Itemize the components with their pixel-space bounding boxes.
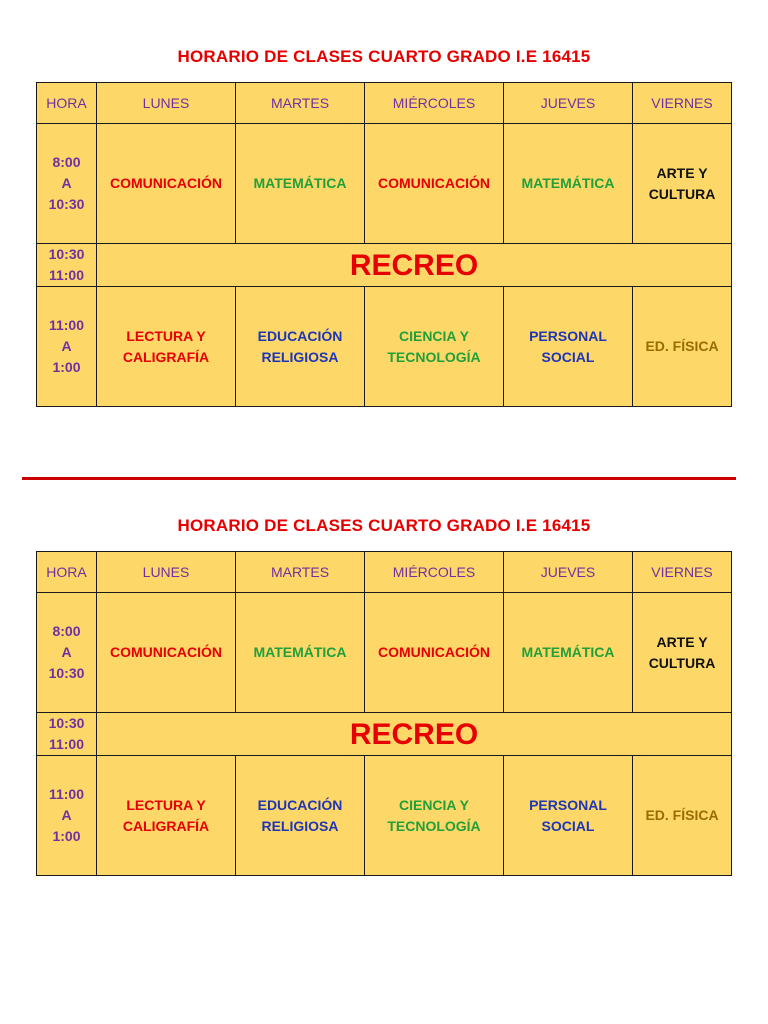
subject-jueves-matematica [504, 124, 633, 244]
subject-text: ED. FÍSICA [645, 807, 719, 823]
subject-lunes-comunicacion [97, 593, 236, 713]
header-miercoles: MIÉRCOLES [365, 552, 504, 593]
header-miercoles: MIÉRCOLES [365, 83, 504, 124]
subject-viernes-ed-fisica [633, 756, 732, 876]
subject-miercoles-comunicacion [365, 593, 504, 713]
divider-line [22, 477, 736, 480]
schedule-table [36, 551, 732, 876]
break-end: 11:00 [48, 736, 85, 752]
time-cell [37, 287, 97, 407]
time-end: 10:30 [48, 196, 85, 212]
subject-text: COMUNICACIÓN [110, 175, 222, 191]
header-lunes: LUNES [97, 83, 236, 124]
break-time-cell [37, 244, 97, 287]
subject-text: ARTE Y [656, 633, 708, 650]
subject-text: COMUNICACIÓN [378, 175, 490, 191]
subject-jueves-personal-social [504, 756, 633, 876]
subject-viernes-arte [633, 124, 732, 244]
schedule-table [36, 82, 732, 407]
time-cell [37, 756, 97, 876]
time-start: 8:00 [52, 154, 81, 170]
subject-martes-matematica [236, 593, 365, 713]
subject-martes-religiosa [236, 287, 365, 407]
time-end: 10:30 [48, 665, 85, 681]
subject-text: ARTE Y [656, 164, 708, 181]
time-start: 11:00 [48, 317, 85, 333]
subject-miercoles-ciencia [365, 287, 504, 407]
recreo-label: RECREO [97, 713, 732, 756]
subject-viernes-ed-fisica [633, 287, 732, 407]
header-viernes: VIERNES [633, 552, 732, 593]
subject-text: EDUCACIÓN [257, 796, 343, 813]
recreo-label: RECREO [97, 244, 732, 287]
subject-miercoles-comunicacion [365, 124, 504, 244]
subject-text: CIENCIA Y [398, 796, 469, 813]
schedule-title: HORARIO DE CLASES CUARTO GRADO I.E 16415 [177, 516, 591, 535]
subject-lunes-lectura [97, 756, 236, 876]
time-start: 8:00 [52, 623, 81, 639]
subject-text: LECTURA Y [126, 327, 206, 344]
header-martes: MARTES [236, 83, 365, 124]
time-cell [37, 124, 97, 244]
subject-text: TECNOLOGÍA [387, 817, 481, 834]
subject-text: CULTURA [648, 654, 716, 671]
subject-text: TECNOLOGÍA [387, 348, 481, 365]
subject-martes-matematica [236, 124, 365, 244]
subject-jueves-personal-social [504, 287, 633, 407]
header-row [37, 83, 732, 124]
time-end: 1:00 [52, 359, 81, 375]
subject-text: MATEMÁTICA [521, 175, 615, 191]
subject-text: ED. FÍSICA [645, 338, 719, 354]
subject-text: RELIGIOSA [261, 817, 339, 834]
subject-text: PERSONAL [529, 796, 607, 813]
subject-text: MATEMÁTICA [253, 175, 347, 191]
time-sep: A [61, 338, 72, 354]
subject-text: SOCIAL [541, 817, 595, 834]
header-row [37, 552, 732, 593]
header-jueves: JUEVES [504, 552, 633, 593]
time-sep: A [61, 175, 72, 191]
subject-martes-religiosa [236, 756, 365, 876]
break-end: 11:00 [48, 267, 85, 283]
subject-text: PERSONAL [529, 327, 607, 344]
subject-text: RELIGIOSA [261, 348, 339, 365]
subject-text: SOCIAL [541, 348, 595, 365]
subject-lunes-comunicacion [97, 124, 236, 244]
header-hora: HORA [37, 552, 97, 593]
header-lunes: LUNES [97, 552, 236, 593]
time-sep: A [61, 644, 72, 660]
subject-miercoles-ciencia [365, 756, 504, 876]
subject-text: CIENCIA Y [398, 327, 469, 344]
break-start: 10:30 [48, 715, 85, 731]
header-viernes: VIERNES [633, 83, 732, 124]
break-row [37, 244, 732, 287]
schedule-title: HORARIO DE CLASES CUARTO GRADO I.E 16415 [177, 47, 591, 66]
late-row [37, 287, 732, 407]
subject-lunes-lectura [97, 287, 236, 407]
break-time-cell [37, 713, 97, 756]
morning-row [37, 593, 732, 713]
header-hora: HORA [37, 83, 97, 124]
header-martes: MARTES [236, 552, 365, 593]
break-row [37, 713, 732, 756]
subject-text: EDUCACIÓN [257, 327, 343, 344]
subject-text: LECTURA Y [126, 796, 206, 813]
subject-jueves-matematica [504, 593, 633, 713]
break-start: 10:30 [48, 246, 85, 262]
header-jueves: JUEVES [504, 83, 633, 124]
subject-text: COMUNICACIÓN [378, 644, 490, 660]
time-cell [37, 593, 97, 713]
subject-text: MATEMÁTICA [253, 644, 347, 660]
subject-text: CULTURA [648, 185, 716, 202]
subject-text: MATEMÁTICA [521, 644, 615, 660]
subject-text: CALIGRAFÍA [122, 348, 210, 365]
morning-row [37, 124, 732, 244]
time-start: 11:00 [48, 786, 85, 802]
subject-viernes-arte [633, 593, 732, 713]
subject-text: COMUNICACIÓN [110, 644, 222, 660]
late-row [37, 756, 732, 876]
time-sep: A [61, 807, 72, 823]
time-end: 1:00 [52, 828, 81, 844]
subject-text: CALIGRAFÍA [122, 817, 210, 834]
